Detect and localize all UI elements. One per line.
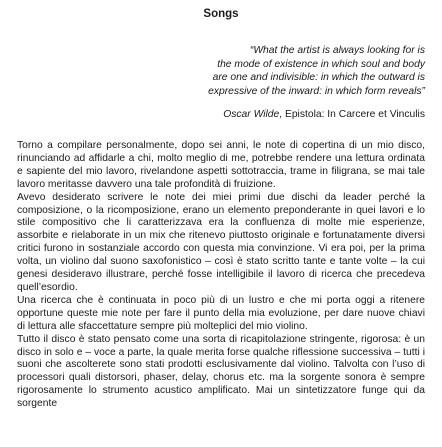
epigraph-source: , Epistola: In Carcere et Vinculis xyxy=(279,109,425,120)
body-paragraph: Avevo desiderato scrivere le note dei miei primi due dischi da leader perché la composizione, o la ricomposizione, erano un elemento preponderante in quei lavori e lo stile compositivo che li caratterizzava era la confluenza di molte mie esperienze, assorbite e rielaborate in un mix che ritenevo piuttosto originale e fortunatamente diversi critici furono in sostanziale accordo con questa mia convinzione. Vi era poi, per la prima volta, un violino dal suono saxofonistico – così è stato scritto tante e tante volte – la cui genesi desideravo illustrare, perché fosse intelligibile il lavoro di ricerca che precedeva quell’esordio. xyxy=(17,191,425,293)
body-paragraph: Una ricerca che è continuata in poco più di un lustro e che mi porta oggi a ritenere opportune queste mie note per fare il punto della mia evoluzione, per dare nuove chiavi di lettura alle sfaccettature sempre più molteplici del mio violino. xyxy=(17,294,425,332)
epigraph-line: the mode of existence in which soul and body xyxy=(217,58,425,70)
body-text xyxy=(17,140,425,411)
body-paragraph: Torno a compilare personalmente, dopo sei anni, le note di copertina di un mio disco, rinunciando ad affidarle a chi, molto meglio di me, potrebbe rendere una lettura ordinata e sapiente del mio lavoro, rivelandone aspetti sottotraccia, trame in filigrana, se mai tale lavoro meritasse davvero una tale profondità di fruizione. xyxy=(17,140,425,190)
epigraph-line: expressive of the inward: in which form reveals” xyxy=(208,85,425,97)
document-title: Songs xyxy=(203,8,239,20)
body-paragraph: Tutto il disco è stato pensato come una sorta di ricapitolazione stringente, rigorosa: è un disco in solo e – voce a parte, la quale merita forse qualche riflessione successiva – tutti i suoni che ascolterete sono stati prodotti esclusivamente dal violino. Talvolta con l’uso di processori quali distorsori, phaser, delay, chorus etc. ma la sorgente sonora è sempre rigorosamente lo strumento acustico amplificato. Mai un sintetizzatore funge qui da sorgente xyxy=(17,333,425,410)
epigraph-quote xyxy=(125,44,425,98)
epigraph-line: “What the artist is always looking for is xyxy=(249,45,425,56)
epigraph-attribution xyxy=(95,108,425,121)
epigraph-line: are one and indivisible: in which the outward is xyxy=(212,72,425,84)
epigraph-author: Oscar Wilde xyxy=(223,109,280,120)
